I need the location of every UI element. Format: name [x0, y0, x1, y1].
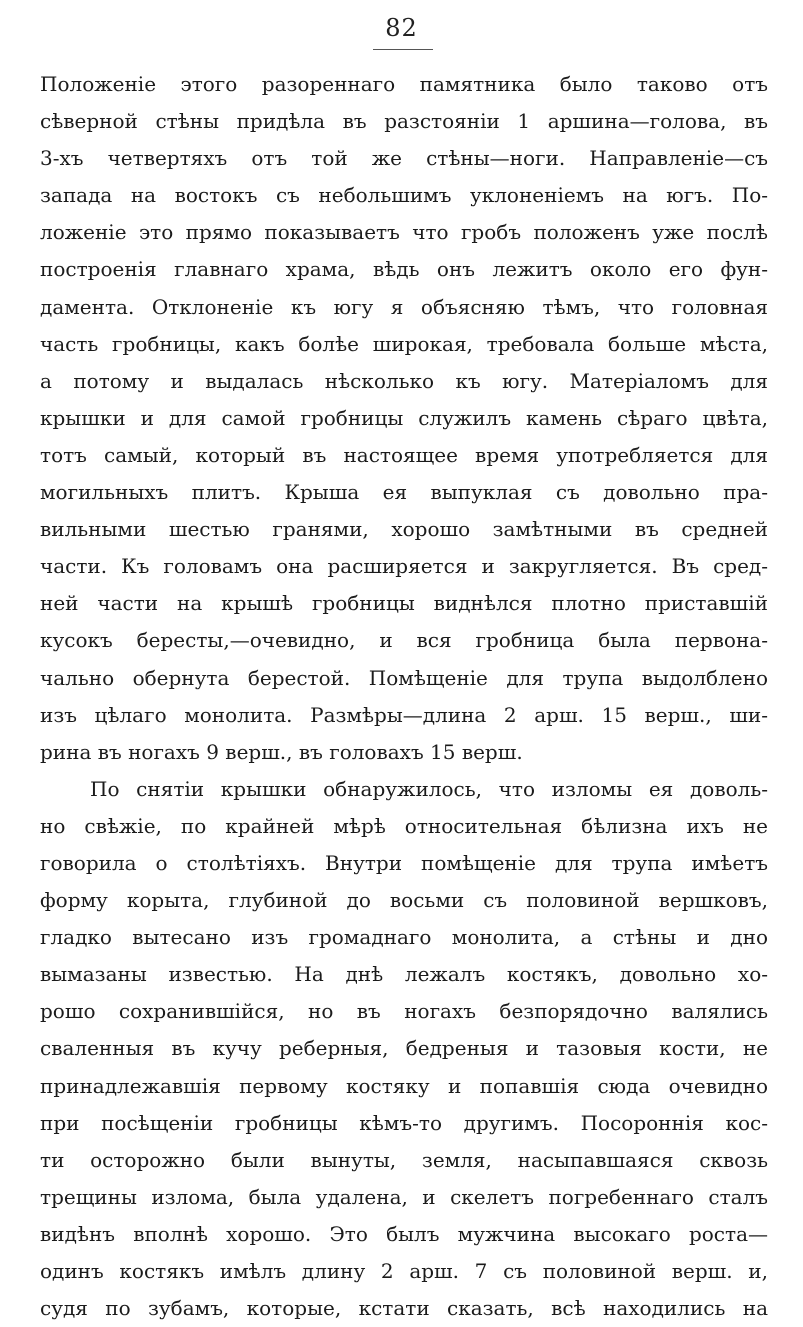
text-line: вильными шестью гранями, хорошо замѣтными въ средней [40, 517, 768, 542]
text-line: форму корыта, глубиной до восьми съ половиной вершковъ, [40, 888, 768, 913]
text-line: ней части на крышѣ гробницы виднѣлся плотно приставшій [40, 591, 768, 616]
text-line: изъ цѣлаго монолита. Размѣры—длина 2 арш. 15 верш., ши- [40, 702, 768, 727]
text-line: вымазаны известью. На днѣ лежалъ костякъ, довольно хо- [40, 962, 768, 987]
text-line: видѣнъ вполнѣ хорошо. Это былъ мужчина высокаго роста— [40, 1221, 768, 1246]
text-line: одинъ костякъ имѣлъ длину 2 арш. 7 съ половиной верш. и, [40, 1259, 768, 1283]
text-line: но свѣжіе, по крайней мѣрѣ относительная бѣлизна ихъ не [40, 813, 768, 838]
text-line: 3-хъ четвертяхъ отъ той же стѣны—ноги. Направленіе—съ [40, 146, 768, 171]
text-line: при посѣщеніи гробницы кѣмъ-то другимъ. Посороннія кос- [40, 1110, 768, 1135]
text-line: запада на востокъ съ небольшимъ уклоненіемъ на югъ. По- [40, 183, 768, 208]
paragraph-1 [40, 66, 768, 771]
text-line: кусокъ бересты,—очевидно, и вся гробница была первона- [40, 628, 768, 653]
text-line: часть гробницы, какъ болѣе широкая, требовала больше мѣста, [40, 331, 768, 356]
text-line: дамента. Отклоненіе къ югу я объясняю тѣмъ, что головная [40, 294, 768, 319]
body-text [40, 66, 768, 1327]
text-line: гладко вытесано изъ громаднаго монолита, а стѣны и дно [40, 925, 768, 950]
text-line: принадлежавшія первому костяку и попавшія сюда очевидно [40, 1073, 768, 1098]
paragraph-2 [40, 771, 768, 1327]
text-line: сѣверной стѣны придѣла въ разстояніи 1 аршина—голова, въ [40, 109, 768, 134]
text-line: рошо сохранившійся, но въ ногахъ безпорядочно валялись [40, 999, 768, 1024]
page-number-rule [373, 49, 433, 50]
text-line: чально обернута берестой. Помѣщеніе для трупа выдолблено [40, 665, 768, 690]
text-line: могильныхъ плитъ. Крыша ея выпуклая съ довольно пра- [40, 480, 768, 505]
text-line: рина въ ногахъ 9 верш., въ головахъ 15 верш. [40, 739, 523, 764]
text-line: говорила о столѣтіяхъ. Внутри помѣщеніе для трупа имѣетъ [40, 850, 768, 875]
text-line: построенія главнаго храма, вѣдь онъ лежитъ около его фун- [40, 257, 768, 282]
page-number: 82 [385, 14, 418, 42]
text-line: По снятіи крышки обнаружилось, что изломы ея доволь- [90, 776, 768, 801]
text-line: а потому и выдалась нѣсколько къ югу. Матеріаломъ для [40, 368, 768, 393]
text-line: ти осторожно были вынуты, земля, насыпавшаяся сквозь [40, 1147, 768, 1172]
text-line: трещины излома, была удалена, и скелетъ погребеннаго сталъ [40, 1184, 768, 1209]
text-line: судя по зубамъ, которые, кстати сказать, всѣ находились на [40, 1296, 768, 1321]
text-line: ложеніе это прямо показываетъ что гробъ положенъ уже послѣ [40, 220, 768, 245]
text-line: части. Къ головамъ она расширяется и закругляется. Въ сред- [40, 554, 768, 579]
text-line: сваленныя въ кучу реберныя, бедреныя и тазовыя кости, не [40, 1036, 768, 1061]
text-line: тотъ самый, который въ настоящее время употребляется для [40, 442, 768, 467]
text-line: крышки и для самой гробницы служилъ камень сѣраго цвѣта, [40, 405, 768, 430]
text-line: Положеніе этого разореннаго памятника было таково отъ [40, 72, 768, 96]
